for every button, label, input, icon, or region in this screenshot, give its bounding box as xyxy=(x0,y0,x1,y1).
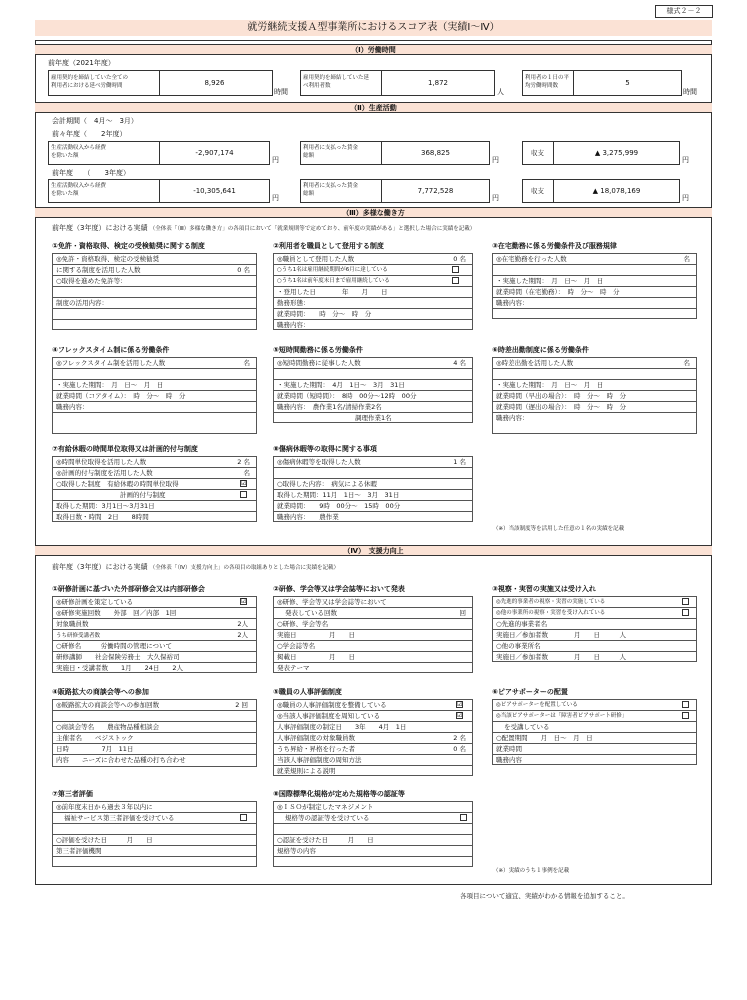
c8-row4: ○認証を受けた日 月 日 xyxy=(273,834,473,845)
c7-row1: ◎前年度末日から過去３年以内に xyxy=(52,801,257,812)
c8-row5: 規格等の内容 xyxy=(273,845,473,856)
b2-checkbox-1[interactable] xyxy=(452,266,459,273)
unit-hours: 時間 xyxy=(274,88,288,96)
b4-row6 xyxy=(52,412,257,434)
b5-row1: ◎短時間勤務に従事した人数 4 名 xyxy=(273,357,473,368)
b6-title: ⑥時差出勤制度に係る労働条件 xyxy=(492,346,589,354)
c2-row3: ○研修、学会等名 xyxy=(273,618,473,629)
y2-wages-value: 7,772,528 xyxy=(381,180,489,202)
c1-row3: 対象職員数 2人 xyxy=(52,618,257,629)
c5-row2: ◎当該人事評価制度を周知している xyxy=(273,710,473,721)
b6-row5: 就業時間（遅出の場合）： 時 分～ 時 分 xyxy=(492,401,697,412)
c7-row5: 第三者評価機関 xyxy=(52,845,257,856)
y1-balance-value: ▲ 3,275,999 xyxy=(553,142,679,164)
total-hours-value: 8,926 xyxy=(159,71,269,95)
c7-row6 xyxy=(52,856,257,867)
y1-wages-value: 368,825 xyxy=(381,142,489,164)
c5-checkbox-2[interactable]: ☑ xyxy=(457,712,463,719)
b7-row3: ○取得した制度 有給休暇の時間単位取得 xyxy=(52,478,257,489)
c2-row7: 発表テーマ xyxy=(273,662,473,673)
b8-row1: ◎傷病休暇等を取得した人数 1 名 xyxy=(273,456,473,467)
c3-row2: ◎他の事業所の視察・実習を受け入れている xyxy=(492,607,697,618)
c2-row1: ◎研修、学会等又は学会誌等において xyxy=(273,596,473,607)
c6-row3: を受講している xyxy=(492,721,697,732)
b2-row7: 職務内容： xyxy=(273,319,473,330)
b8-row4: 取得した期間：11月 1日～ 3月 31日 xyxy=(273,489,473,500)
b1-row4 xyxy=(52,286,257,297)
form-number: 様式２－２ xyxy=(655,5,713,18)
b7-checkbox-1[interactable]: ☑ xyxy=(241,480,247,487)
b6-row3: ・実施した期間： 月 日～ 月 日 xyxy=(492,379,697,390)
c4-title: ④販路拡大の商談会等への参加 xyxy=(52,688,149,696)
b3-row1: ◎在宅勤務を行った人数 名 xyxy=(492,253,697,264)
sec4-note: （※）実績のうち１事例を記載 xyxy=(493,868,570,874)
c8-row6 xyxy=(273,856,473,867)
b3-title: ③在宅勤務に係る労働条件及び服務規律 xyxy=(492,242,617,250)
c2-row5: ○学会誌等名 xyxy=(273,640,473,651)
c7-row2: 福祉サービス第三者評価を受けている xyxy=(52,812,257,823)
b6-row4: 就業時間（早出の場合）： 時 分～ 時 分 xyxy=(492,390,697,401)
sec2-period: 会計期間（ 4月～ 3月） xyxy=(52,117,138,125)
c1-row6: 研修講師 社会保険労務士 大久保裕司 xyxy=(52,651,257,662)
sec4-intro: 前年度（3年度）における実績 （全体表「（Ⅳ）支援力向上」の各項目の取組ありとした場合に実績を記載） xyxy=(52,563,340,571)
b5-row4: 就業時間（短時間）： 8時 00分～12時 00分 xyxy=(273,390,473,401)
unit-yen: 円 xyxy=(492,156,499,164)
c2-row2: 発表している回数 回 xyxy=(273,607,473,618)
c4-row6: 内容 ニーズに合わせた品種の打ち合わせ xyxy=(52,754,257,767)
sec1-users: 雇用契約を締結していた延 べ利用者数 1,872 xyxy=(300,70,495,96)
b2-row5: 勤務形態： xyxy=(273,297,473,308)
b2-row6: 就業時間： 時 分～ 時 分 xyxy=(273,308,473,319)
y1-income-value: -2,907,174 xyxy=(159,142,269,164)
c4-row5: 日時 7月 11日 xyxy=(52,743,257,754)
section-4-heading: （Ⅳ） 支援力向上 xyxy=(35,545,712,556)
footer-note: 各項目について適宜、実績がわかる情報を追加すること。 xyxy=(460,892,629,900)
c3-row1: ◎先進的事業者の視察・実習の実施している xyxy=(492,596,697,607)
b2-checkbox-2[interactable] xyxy=(452,277,459,284)
unit-yen: 円 xyxy=(492,194,499,202)
c4-row1: ◎販路拡大の商談会等への参加回数 2 回 xyxy=(52,699,257,710)
c4-row4: 主催者名 ベジストック xyxy=(52,732,257,743)
b1-row6 xyxy=(52,308,257,319)
users-value: 1,872 xyxy=(381,71,494,95)
b4-row4: 就業時間（コアタイム）： 時 分～ 時 分 xyxy=(52,390,257,401)
b2-row1: ◎職員として登用した人数 0 名 xyxy=(273,253,473,264)
b4-title: ④フレックスタイム制に係る労働条件 xyxy=(52,346,170,354)
sec3-note: （※）当該制度等を活用した任意の１名の実績を記載 xyxy=(493,526,625,532)
c6-row5: 就業時間 xyxy=(492,743,697,754)
b7-row6: 取得日数・時間 2日 8時間 xyxy=(52,511,257,522)
section-2-heading: （Ⅱ）生産活動 xyxy=(35,102,712,113)
unit-hours-2: 時間 xyxy=(683,88,697,96)
c5-row1: ◎職員の人事評価制度を整備している xyxy=(273,699,473,710)
y2-balance: 収支 ▲ 18,078,169 xyxy=(522,179,680,203)
c8-row2: 規格等の認証等を受けている xyxy=(273,812,473,823)
b1-row7 xyxy=(52,319,257,330)
b4-row3: ・実施した期間： 月 日～ 月 日 xyxy=(52,379,257,390)
c1-row4: うち研修受講者数 2人 xyxy=(52,629,257,640)
c8-checkbox[interactable] xyxy=(460,814,467,821)
unit-yen: 円 xyxy=(272,194,279,202)
c1-checkbox[interactable]: ☑ xyxy=(241,598,247,605)
avg-hours-value: 5 xyxy=(573,71,681,95)
c7-row4: ○評価を受けた日 月 日 xyxy=(52,834,257,845)
y2-income: 生産活動収入から経費 を除いた額 -10,305,641 xyxy=(48,179,270,203)
c3-row6: 実施日／参加者数 月 日 人 xyxy=(492,651,697,662)
b7-checkbox-2[interactable] xyxy=(240,491,247,498)
b3-row2 xyxy=(492,264,697,275)
b3-row3: ・実施した期間： 月 日～ 月 日 xyxy=(492,275,697,286)
b4-row2 xyxy=(52,368,257,379)
b6-row6: 職務内容： xyxy=(492,412,697,434)
sec1-avg-hours: 利用者の１日の平 均労働時間数 5 xyxy=(522,70,682,96)
c1-row5: ○研修名 労働時間の管理について xyxy=(52,640,257,651)
sec3-intro: 前年度（3年度）における実績 （全体表「（Ⅲ）多様な働き方」の各項目において「就業規則等で定めており、前年度の実績がある」と選択した場合に実績を記載） xyxy=(52,224,476,232)
c5-row7: 就業規則による説明 xyxy=(273,765,473,776)
b3-row4: 就業時間（在宅勤務）： 時 分～ 時 分 xyxy=(492,286,697,297)
y1-wages: 利用者に支払った賃金 総額 368,825 xyxy=(300,141,490,165)
c7-checkbox[interactable] xyxy=(240,814,247,821)
sec1-year: 前年度（2021年度） xyxy=(48,59,115,67)
c5-row6: 当該人事評価制度の周知方法 xyxy=(273,754,473,765)
c2-title: ②研修、学会等又は学会誌等において発表 xyxy=(273,585,405,593)
b7-row1: ◎時間単位取得を活用した人数 2 名 xyxy=(52,456,257,467)
c6-row1: ◎ピアサポーターを配置している xyxy=(492,699,697,710)
b5-row3: ・実施した期間： 4月 1日～ 3月 31日 xyxy=(273,379,473,390)
c7-row3 xyxy=(52,823,257,834)
c8-title: ⑧国際標準化規格が定めた規格等の認証等 xyxy=(273,790,405,798)
c1-title: ①研修計画に基づいた外部研修会又は内部研修会 xyxy=(52,585,205,593)
b5-row5: 職務内容： 農作業1名/清掃作業2名 xyxy=(273,401,473,412)
b5-title: ⑤短時間勤務に係る労働条件 xyxy=(273,346,363,354)
b2-row2: ○うち1名は雇用継続期間が6月に達している xyxy=(273,264,473,275)
b4-row1: ◎フレックスタイム制を活用した人数 名 xyxy=(52,357,257,368)
c5-row5: うち昇給・昇格を行った者 0 名 xyxy=(273,743,473,754)
page-title: 就労継続支援Ａ型事業所におけるスコア表（実績Ⅰ～Ⅳ） xyxy=(35,20,712,36)
b3-row5: 職務内容： xyxy=(492,297,697,308)
c3-title: ③視察・実習の実施又は受け入れ xyxy=(492,585,596,593)
c1-row2: ◎研修実施回数 外部 回／内部 1回 xyxy=(52,607,257,618)
b6-row2 xyxy=(492,368,697,379)
c6-row6: 職務内容 xyxy=(492,754,697,765)
c3-checkbox-1[interactable] xyxy=(682,598,689,605)
unit-yen: 円 xyxy=(682,194,689,202)
c4-row3: ○商談会等名 農産物品種相談会 xyxy=(52,721,257,732)
b1-row5: 制度の活用内容： xyxy=(52,297,257,308)
unit-yen: 円 xyxy=(272,156,279,164)
c6-checkbox-1[interactable] xyxy=(682,701,689,708)
b8-row6: 職務内容： 農作業 xyxy=(273,511,473,522)
c7-title: ⑦第三者評価 xyxy=(52,790,93,798)
c6-row2: ◎当該ピアサポーターは「障害者ピアサポート研修」 xyxy=(492,710,697,721)
c3-row5: ○他の事業所名 xyxy=(492,640,697,651)
y2-balance-value: ▲ 18,078,169 xyxy=(553,180,679,202)
sec2-year1: 前々年度（ 2年度） xyxy=(52,130,127,138)
c2-row6: 掲載日 月 日 xyxy=(273,651,473,662)
b6-row1: ◎時差出勤を活用した人数 名 xyxy=(492,357,697,368)
b1-row2: に関する制度を活用した人数 0 名 xyxy=(52,264,257,275)
unit-yen: 円 xyxy=(682,156,689,164)
y2-wages: 利用者に支払った賃金 総額 7,772,528 xyxy=(300,179,490,203)
b7-title: ⑦有給休暇の時間単位取得又は計画的付与制度 xyxy=(52,445,198,453)
c8-row1: ◎ＩＳＯが制定したマネジメント xyxy=(273,801,473,812)
c1-row1: ◎研修計画を策定している xyxy=(52,596,257,607)
c5-title: ⑤職員の人事評価制度 xyxy=(273,688,342,696)
section-1-heading: （Ⅰ）労働時間 xyxy=(35,44,712,55)
b8-row2 xyxy=(273,467,473,478)
b7-row4: 計画的付与制度 xyxy=(52,489,257,500)
c2-row4: 実施日 月 日 xyxy=(273,629,473,640)
y2-income-value: -10,305,641 xyxy=(159,180,269,202)
y1-income: 生産活動収入から経費 を除いた額 -2,907,174 xyxy=(48,141,270,165)
b5-row2 xyxy=(273,368,473,379)
b7-row2: ◎計画的付与制度を活用した人数 名 xyxy=(52,467,257,478)
c6-checkbox-2[interactable] xyxy=(682,712,689,719)
c1-row7: 実施日・受講者数 1月 24日 2人 xyxy=(52,662,257,673)
c6-row4: ○配置期間 月 日～ 月 日 xyxy=(492,732,697,743)
sec2-year2: 前年度 （ 3年度） xyxy=(52,169,130,177)
c3-checkbox-2[interactable] xyxy=(682,609,689,616)
y1-balance: 収支 ▲ 3,275,999 xyxy=(522,141,680,165)
b2-title: ②利用者を職員として登用する制度 xyxy=(273,242,384,250)
c8-row3 xyxy=(273,823,473,834)
c5-row4: 人事評価制度の対象職員数 2 名 xyxy=(273,732,473,743)
c5-row3: 人事評価制度の制定日 3年 4月 1日 xyxy=(273,721,473,732)
b5-row6: 調理作業1名 xyxy=(273,412,473,423)
c5-checkbox-1[interactable]: ☑ xyxy=(457,701,463,708)
c3-row3: ○先進的事業者名 xyxy=(492,618,697,629)
sec1-total-hours: 雇用契約を締結していた全ての 利用者における延べ労働時間 8,926 xyxy=(48,70,273,96)
b2-row3: ○うち1名は前年度末日まで雇用継続している xyxy=(273,275,473,286)
c4-row2 xyxy=(52,710,257,721)
b1-title: ①免許・資格取得、検定の受検勧奨に関する制度 xyxy=(52,242,205,250)
b7-row5: 取得した期間：3月1日～3月31日 xyxy=(52,500,257,511)
b3-row6 xyxy=(492,308,697,319)
section-3-heading: （Ⅲ）多様な働き方 xyxy=(35,207,712,218)
b8-title: ⑧傷病休暇等の取得に関する事項 xyxy=(273,445,377,453)
unit-people: 人 xyxy=(497,88,504,96)
b8-row5: 就業時間： 9時 00分～ 15時 00分 xyxy=(273,500,473,511)
b2-row4: ・登用した日 年 月 日 xyxy=(273,286,473,297)
b4-row5: 職務内容： xyxy=(52,401,257,412)
c3-row4: 実施日／参加者数 月 日 人 xyxy=(492,629,697,640)
b1-row3: ○取得を進めた免許等： xyxy=(52,275,257,286)
b8-row3: ○取得した内容： 病気による休暇 xyxy=(273,478,473,489)
b1-row1: ◎免許・資格取得、検定の受検勧奨 xyxy=(52,253,257,264)
c6-title: ⑥ピアサポーターの配置 xyxy=(492,688,568,696)
